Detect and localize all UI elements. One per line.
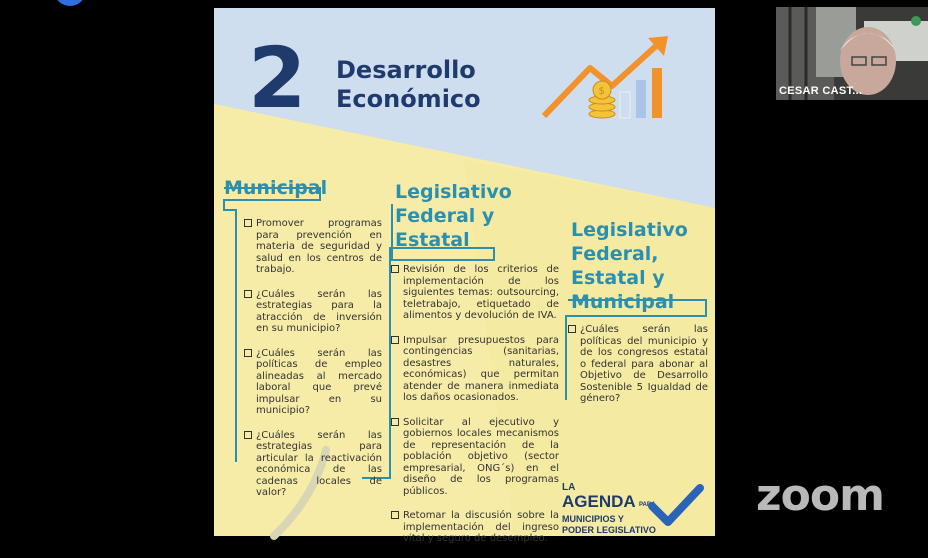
svg-text:$: $: [598, 86, 605, 97]
logo-para: PARA: [639, 502, 656, 508]
heading-line: Federal,: [571, 243, 659, 265]
checkmark-icon: [648, 482, 704, 530]
participant-name: CESAR CAST...: [779, 85, 863, 97]
logo-line-poder-legislativo: PODER LEGISLATIVO: [562, 525, 656, 535]
checkbox-icon: [244, 290, 252, 298]
list-item: [244, 430, 382, 499]
legislativo-federal-estatal-municipal-column: [568, 324, 708, 418]
title-line: Desarrollo: [336, 56, 476, 84]
zoom-watermark-logo: zoom: [756, 470, 884, 521]
item-text: Retomar la discusión sobre la implementación del ingreso vital y seguro de desempleo.: [403, 510, 559, 544]
shared-screen-slide: [214, 8, 715, 544]
heading-line: Legislativo: [571, 219, 688, 241]
checkbox-icon: [391, 418, 399, 426]
checkbox-icon: [244, 219, 252, 227]
heading-municipal: [224, 176, 327, 200]
checkbox-icon: [244, 349, 252, 357]
item-text: ¿Cuáles serán las políticas del municipio y de los congresos estatal o federal para abonar al Objetivo de Desarrollo Sostenible 5 Igualdad de género?: [580, 324, 708, 404]
list-item: [244, 289, 382, 335]
logo-line-municipios: MUNICIPIOS Y: [562, 514, 624, 524]
legislativo-federal-estatal-column: [391, 264, 559, 558]
list-item: [244, 348, 382, 417]
list-item: [391, 510, 559, 545]
heading-line: Federal y: [395, 205, 495, 227]
item-text: Impulsar presupuestos para contingencias (sanitarias, desastres naturales, económicas) que permitan atender de manera inmediata los daños ocasionados.: [403, 334, 559, 403]
section-title: [336, 56, 481, 114]
item-text: Solicitar al ejecutivo y gobiernos locales mecanismos de representación de la población objetivo (sector empresarial, ONG´s) en el diseño de los programas públicos.: [403, 416, 559, 497]
item-text: ¿Cuáles serán las estrategias para la atracción de inversión en su municipio?: [256, 288, 382, 334]
list-item: [568, 324, 708, 405]
list-item: [391, 417, 559, 498]
heading-line: Estatal y: [571, 267, 665, 289]
item-text: Promover programas para prevención en materia de seguridad y salud en los centros de trabajo.: [256, 218, 382, 275]
item-text: Revisión de los criterios de implementación de los siguientes temas: outsourcing, teletrabajo, etiquetado de alimentos y devolución de IVA.: [403, 264, 559, 321]
heading-legislativo-federal-estatal-municipal: [571, 218, 688, 314]
title-line: Económico: [336, 85, 481, 113]
section-number: 2: [248, 29, 307, 127]
agenda-logo: [562, 482, 712, 536]
participant-video-tile[interactable]: [776, 7, 928, 100]
list-item: [391, 335, 559, 404]
item-text: ¿Cuáles serán las políticas de empleo alineadas al mercado laboral que prevé impulsar en su municipio?: [256, 347, 382, 416]
checkbox-icon: [391, 336, 399, 344]
list-item: [391, 264, 559, 322]
heading-line: Municipal: [224, 177, 328, 199]
list-item: [244, 218, 382, 276]
screen-share-indicator-icon[interactable]: [54, 0, 86, 6]
heading-legislativo-federal-estatal: [395, 180, 512, 252]
municipal-column: [244, 218, 382, 512]
item-text: ¿Cuáles serán las estrategias para articular la reactivación económica de las cadenas locales de valor?: [256, 429, 382, 498]
checkbox-icon: [244, 431, 252, 439]
logo-la: LA: [562, 482, 576, 493]
checkbox-icon: [391, 265, 399, 273]
checkbox-icon: [391, 511, 399, 519]
logo-agenda: AGENDA: [562, 492, 636, 511]
economic-growth-icon: [540, 34, 670, 122]
checkbox-icon: [568, 325, 576, 333]
heading-line: Legislativo: [395, 181, 512, 203]
heading-line: Estatal: [395, 229, 470, 251]
heading-line: Municipal: [571, 291, 675, 313]
